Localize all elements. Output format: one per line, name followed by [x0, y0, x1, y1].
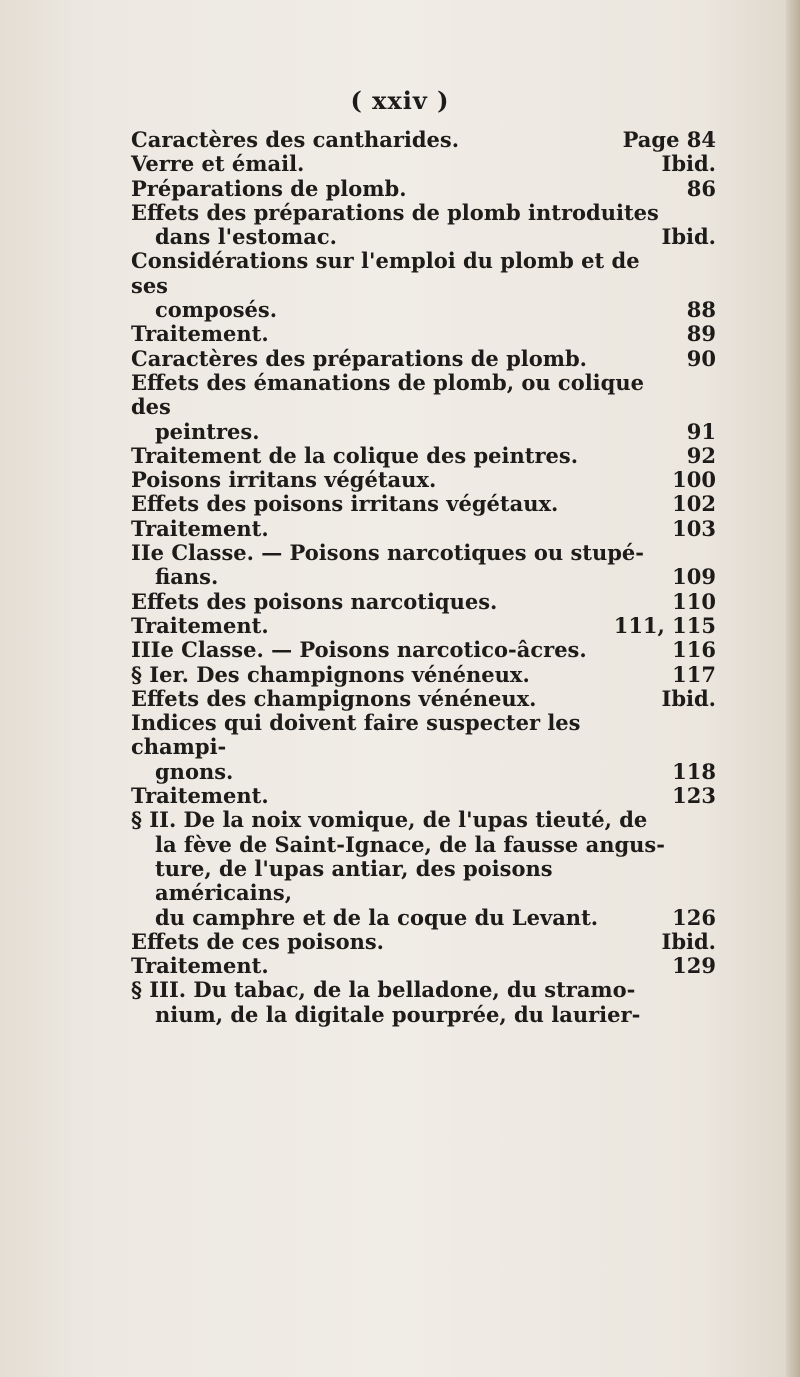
entry-title: du camphre et de la coque du Levant.	[155, 904, 599, 930]
entry-title: Traitement.	[131, 953, 269, 979]
entry-title: Poisons irritans végétaux.	[131, 467, 437, 493]
toc-entry	[131, 371, 716, 420]
table-of-contents	[131, 128, 716, 1027]
entry-title: Effets des émanations de plomb, ou colique des	[131, 369, 644, 420]
entry-title: Effets des champignons vénéneux.	[131, 685, 537, 711]
entry-page: Ibid.	[661, 151, 716, 177]
toc-entry	[131, 201, 716, 225]
page-header: ( xxiv )	[350, 86, 450, 115]
toc-entry	[131, 1003, 716, 1027]
toc-entry	[131, 784, 716, 808]
entry-page: Ibid.	[661, 685, 716, 711]
toc-entry	[131, 249, 716, 298]
toc-entry	[131, 833, 716, 857]
toc-entry	[131, 687, 716, 711]
entry-title: nium, de la digitale pourprée, du laurier-	[155, 1001, 641, 1027]
toc-entry	[131, 565, 716, 589]
entry-title: Verre et émail.	[131, 151, 305, 177]
entry-title: Préparations de plomb.	[131, 175, 407, 201]
entry-title: la fève de Saint-Ignace, de la fausse angus-	[155, 831, 665, 857]
entry-page: Ibid.	[661, 928, 716, 954]
entry-page: 116	[672, 637, 716, 663]
entry-page: 102	[672, 491, 716, 517]
entry-page: 86	[686, 175, 716, 201]
entry-title: Traitement.	[131, 321, 269, 347]
entry-title: dans l'estomac.	[155, 224, 337, 250]
toc-entry	[131, 590, 716, 614]
entry-page: 118	[672, 758, 716, 784]
toc-entry	[131, 517, 716, 541]
toc-entry	[131, 808, 716, 832]
toc-entry	[131, 930, 716, 954]
entry-title: fians.	[155, 564, 219, 590]
entry-page: 111, 115	[613, 612, 716, 638]
entry-page: Ibid.	[661, 224, 716, 250]
entry-page: 103	[672, 515, 716, 541]
entry-title: Traitement.	[131, 612, 269, 638]
entry-title: § Ier. Des champignons vénéneux.	[131, 661, 530, 687]
entry-page: Page 84	[622, 127, 716, 152]
entry-page: 110	[672, 588, 716, 614]
entry-page: 89	[686, 321, 716, 347]
toc-entry	[131, 711, 716, 760]
entry-page: 90	[686, 345, 716, 371]
entry-title: Caractères des cantharides.	[131, 127, 460, 152]
toc-entry	[131, 420, 716, 444]
toc-entry	[131, 468, 716, 492]
entry-title: composés.	[155, 297, 278, 323]
entry-page: 129	[672, 953, 716, 979]
entry-title: peintres.	[155, 418, 260, 444]
toc-entry	[131, 541, 716, 565]
entry-title: Indices qui doivent faire suspecter les champi-	[131, 710, 581, 760]
toc-entry	[131, 128, 716, 152]
entry-title: § II. De la noix vomique, de l'upas tieuté, de	[131, 807, 648, 833]
entry-title: Traitement de la colique des peintres.	[131, 442, 579, 468]
toc-entry	[131, 492, 716, 516]
toc-entry	[131, 152, 716, 176]
toc-entry	[131, 663, 716, 687]
toc-entry	[131, 177, 716, 201]
entry-page: 126	[672, 904, 716, 930]
entry-title: gnons.	[155, 758, 234, 784]
entry-page: 88	[686, 297, 716, 323]
toc-entry	[131, 322, 716, 346]
entry-page: 91	[686, 418, 716, 444]
entry-title: Effets de ces poisons.	[131, 928, 384, 954]
entry-page: 117	[672, 661, 716, 687]
entry-title: Effets des poisons narcotiques.	[131, 588, 498, 614]
entry-title: § III. Du tabac, de la belladone, du stramo-	[131, 977, 636, 1003]
toc-entry	[131, 638, 716, 662]
toc-entry	[131, 906, 716, 930]
toc-entry	[131, 954, 716, 978]
entry-title: Effets des poisons irritans végétaux.	[131, 491, 559, 517]
toc-entry	[131, 857, 716, 906]
entry-title: Caractères des préparations de plomb.	[131, 345, 587, 371]
toc-entry	[131, 347, 716, 371]
entry-title: ture, de l'upas antiar, des poisons américains,	[155, 855, 553, 906]
entry-title: Considérations sur l'emploi du plomb et de ses	[131, 248, 640, 298]
toc-entry	[131, 444, 716, 468]
entry-page: 100	[672, 467, 716, 493]
entry-title: Traitement.	[131, 783, 269, 809]
toc-entry	[131, 614, 716, 638]
entry-title: Traitement.	[131, 515, 269, 541]
toc-entry	[131, 978, 716, 1002]
page-edge	[786, 0, 800, 1377]
entry-title: IIIe Classe. — Poisons narcotico-âcres.	[131, 637, 587, 663]
entry-title: Effets des préparations de plomb introduites	[131, 199, 659, 225]
entry-page: 123	[672, 783, 716, 809]
toc-entry	[131, 225, 716, 249]
toc-entry	[131, 298, 716, 322]
entry-page: 92	[686, 442, 716, 468]
toc-entry	[131, 760, 716, 784]
entry-page: 109	[672, 564, 716, 590]
entry-title: IIe Classe. — Poisons narcotiques ou stupé-	[131, 540, 644, 566]
